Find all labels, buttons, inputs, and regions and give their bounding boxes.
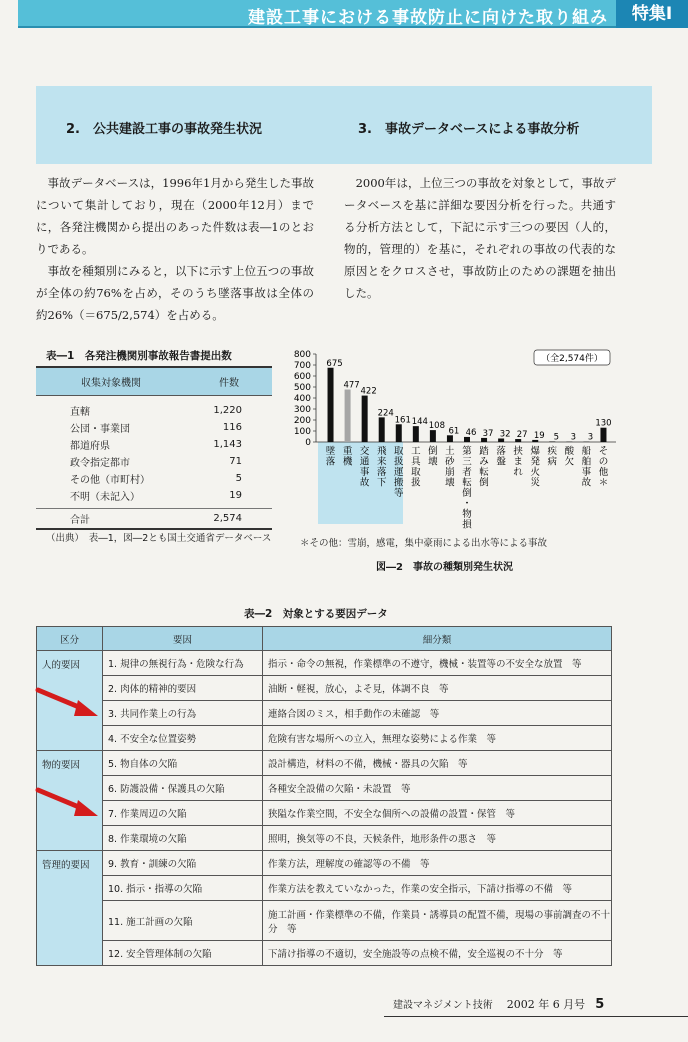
table2-category-cell (37, 901, 103, 941)
table1-cell: 都道府県 (70, 441, 110, 452)
table2-category-cell: 人的要因 (37, 651, 103, 676)
footer-rule (384, 1016, 688, 1017)
table1-cell: 19 (229, 490, 242, 501)
table2-factor-cell: 5. 物自体の欠陥 (103, 751, 263, 776)
table2-row (37, 676, 612, 701)
chart-bar (396, 424, 402, 442)
chart-value-label: 46 (465, 427, 477, 438)
table1-row (36, 436, 272, 453)
table2-detail-cell: 油断・軽視，放心，よそ見，体調不良 等 (263, 676, 612, 701)
table1-header-row (36, 368, 272, 396)
table2-factor-cell: 4. 不安全な位置姿勢 (103, 726, 263, 751)
chart-bar (345, 390, 351, 442)
chart-caption: 図―2 事故の種類別発生状況 (376, 562, 513, 573)
table1-row (36, 419, 272, 436)
table2-factor-cell: 2. 肉体的精神的要因 (103, 676, 263, 701)
chart-value-label: 161 (394, 415, 411, 426)
section2-heading: 2. 公共建設工事の事故発生状況 (66, 122, 262, 137)
chart-value-label: 27 (516, 430, 528, 441)
y-tick-label: 700 (293, 361, 311, 371)
table1-cell: 政令指定都市 (70, 458, 130, 469)
table1-header-cell: 件数 (219, 378, 239, 389)
table2-factor-cell: 9. 教育・訓練の欠陥 (103, 851, 263, 876)
chart-total-label: （全2,574件） (541, 354, 603, 364)
red-arrow-icon (34, 786, 102, 820)
table1-total-row (36, 508, 272, 528)
table2-category-cell: 物的要因 (37, 751, 103, 776)
chart-value-label: 224 (377, 408, 394, 419)
section3-paragraph: 2000年は，上位三つの事故を対象として，事故データベースを基に詳細な要因分析を行った。共通する分析方法として，下記に示す三つの要因（人的，物的，管理的）を基に，それぞれの事故の代表的な原因とをクロスさせ，事故防止のための課題を抽出した。 (344, 176, 616, 300)
chart-category-label: 爆発火災 (530, 446, 540, 489)
table1-cell: 直轄 (70, 407, 90, 418)
chart-category-label: 船舶事故 (581, 446, 592, 489)
y-tick-label: 600 (293, 372, 311, 382)
y-tick-label: 300 (293, 405, 311, 415)
y-tick-label: 500 (293, 383, 311, 393)
y-tick-label: 100 (293, 427, 311, 437)
chart-value-label: 61 (448, 426, 460, 437)
table2-category-cell (37, 826, 103, 851)
table2-detail-cell: 各種安全設備の欠陥・未設置 等 (263, 776, 612, 801)
table2-category-cell (37, 726, 103, 751)
table1-cell: 合計 (70, 515, 90, 526)
table2-header-cell: 区分 (37, 627, 103, 651)
table1-header-cell: 収集対象機関 (81, 378, 141, 389)
chart-category-label: 交通事故 (359, 446, 370, 489)
table1-cell: その他（市町村） (70, 475, 150, 486)
red-arrow-icon (34, 686, 102, 720)
footer-journal: 建設マネジメント技術 (393, 1000, 493, 1011)
table1-row (36, 470, 272, 487)
accident-type-chart (280, 344, 620, 534)
table2-detail-cell: 指示・命令の無視，作業標準の不遵守，機械・装置等の不安全な放置 等 (263, 651, 612, 676)
chart-category-label: 疾病 (547, 446, 558, 468)
chart-value-label: 37 (482, 428, 494, 439)
table2-row (37, 651, 612, 676)
table2-detail-cell: 作業方法，理解度の確認等の不備 等 (263, 851, 612, 876)
chart-category-label: その他＊ (598, 446, 609, 489)
table2-row (37, 941, 612, 966)
table1-cell: 1,143 (213, 439, 242, 450)
footer (393, 996, 604, 1012)
section3-body (344, 172, 616, 304)
chart-category-label: 重機 (342, 446, 353, 468)
table2-factor-cell: 12. 安全管理体制の欠陥 (103, 941, 263, 966)
y-tick-label: 0 (305, 438, 311, 448)
header-bar (18, 0, 688, 28)
table2-factor-cell: 8. 作業環境の欠陥 (103, 826, 263, 851)
chart-note: ＊その他：雪崩，感電，集中豪雨による出水等による事故 (300, 538, 548, 549)
table2-factor-cell: 3. 共同作業上の行為 (103, 701, 263, 726)
chart-value-label: 5 (553, 432, 560, 443)
table2-detail-cell: 照明，換気等の不良，天候条件，地形条件の悪さ 等 (263, 826, 612, 851)
y-tick-label: 800 (293, 350, 311, 360)
section2-paragraph: 事故データベースは，1996年1月から発生した事故について集計しており，現在（2000年12月）までに，各発注機関から提出のあった件数は表―1のとおりである。 (36, 176, 314, 256)
chart-bar (328, 368, 334, 442)
y-tick-label: 200 (293, 416, 311, 426)
chart-value-label: 422 (360, 386, 377, 397)
chart-category-label: 踏み転倒 (479, 446, 489, 489)
table1-body (36, 396, 272, 508)
table1-cell: 5 (235, 473, 242, 484)
table2-detail-cell: 連絡合図のミス，相手動作の未確認 等 (263, 701, 612, 726)
table2-factor-cell: 10. 指示・指導の欠陥 (103, 876, 263, 901)
table2-header-cell: 要因 (103, 627, 263, 651)
chart-category-label: 取扱運搬等 (394, 446, 404, 499)
chart-value-label: 3 (587, 432, 594, 443)
table2-body (37, 651, 612, 966)
chart-value-label: 675 (326, 358, 343, 369)
section3-heading: 3. 事故データベースによる事故分析 (358, 122, 580, 137)
table2-factor-cell: 6. 防護設備・保護具の欠陥 (103, 776, 263, 801)
chart-value-label: 3 (570, 432, 577, 443)
section2-body (36, 172, 314, 326)
table2-detail-cell: 設計構造，材料の不備，機械・器具の欠陥 等 (263, 751, 612, 776)
table2-row (37, 876, 612, 901)
table2-row (37, 851, 612, 876)
table1-cell: 71 (229, 456, 242, 467)
table2-category-cell (37, 876, 103, 901)
table2-header-cell: 細分類 (263, 627, 612, 651)
table1-row (36, 453, 272, 470)
chart-category-label: 工具取扱 (411, 446, 421, 489)
table2-detail-cell: 下請け指導の不適切，安全施設等の点検不備，安全巡視の不十分 等 (263, 941, 612, 966)
chart-value-label: 130 (595, 418, 612, 429)
footer-date: 2002 年 6 月号 (506, 998, 586, 1011)
chart-category-label: 土砂崩壊 (445, 446, 455, 489)
table2-row (37, 776, 612, 801)
table2-detail-cell: 危険有害な場所への立入，無理な姿勢による作業 等 (263, 726, 612, 751)
chart-bar (600, 428, 606, 442)
table2-row (37, 826, 612, 851)
table2-row (37, 726, 612, 751)
table2-row (37, 801, 612, 826)
table2-category-cell (37, 941, 103, 966)
chart-bar (413, 426, 419, 442)
chart-value-label: 477 (343, 380, 360, 391)
chart-bar (430, 430, 436, 442)
chart-category-label: 落盤 (496, 446, 506, 468)
chart-category-label: 飛来落下 (376, 446, 387, 489)
chart-bar (362, 396, 368, 442)
chart-category-label: 酸欠 (564, 446, 575, 468)
table2-detail-cell: 作業方法を教えていなかった，作業の安全指示，下請け指導の不備 等 (263, 876, 612, 901)
table1-cell: 116 (222, 422, 242, 433)
chart-bar (379, 417, 385, 442)
table1-cell: 2,574 (213, 513, 242, 524)
chart-category-label: 挟まれ (513, 446, 523, 478)
table2-factor-cell: 1. 規律の無視行為・危険な行為 (103, 651, 263, 676)
table2-detail-cell: 狭隘な作業空間，不安全な個所への設備の設置・保管 等 (263, 801, 612, 826)
table1-title: 表―1 各発注機関別事故報告書提出数 (46, 350, 232, 362)
chart-value-label: 108 (428, 421, 445, 432)
chart-category-label: 第三者転倒・物損 (462, 446, 472, 531)
table2-row (37, 701, 612, 726)
table2-category-cell: 管理的要因 (37, 851, 103, 876)
table2-detail-cell: 施工計画・作業標準の不備，作業員・誘導員の配置不備，現場の事前調査の不十分 等 (263, 901, 612, 941)
chart-value-label: 32 (499, 429, 511, 440)
table2-title: 表―2 対象とする要因データ (244, 608, 388, 620)
section2-paragraph: 事故を種類別にみると，以下に示す上位五つの事故が全体の約76%を占め，そのうち墜落事故は全体の約26%（＝675/2,574）を占める。 (36, 264, 314, 322)
table1-cell: 公団・事業団 (70, 424, 130, 435)
chart-value-label: 144 (411, 417, 428, 428)
chart-value-label: 19 (533, 430, 545, 441)
table1-row (36, 402, 272, 419)
table1-row (36, 487, 272, 504)
table1-source: （出典） 表―1，図―2とも国土交通省データベース (46, 533, 272, 544)
chart-category-label: 墜落 (325, 446, 336, 468)
table2-row (37, 751, 612, 776)
table2-row (37, 901, 612, 941)
table2-factor-cell: 7. 作業周辺の欠陥 (103, 801, 263, 826)
y-tick-label: 400 (293, 394, 311, 404)
chart-category-label: 倒壊 (428, 446, 438, 468)
table1-cell: 1,220 (213, 405, 242, 416)
header-title: 建設工事における事故防止に向けた取り組み (248, 8, 608, 28)
header-tag: 特集Ⅰ (616, 0, 688, 28)
table2-header-row (37, 627, 612, 651)
page-number: 5 (595, 997, 605, 1012)
table1 (36, 366, 272, 530)
table2-factor-cell: 11. 施工計画の欠陥 (103, 901, 263, 941)
table2 (36, 626, 612, 966)
table1-cell: 不明（未記入） (70, 492, 140, 503)
